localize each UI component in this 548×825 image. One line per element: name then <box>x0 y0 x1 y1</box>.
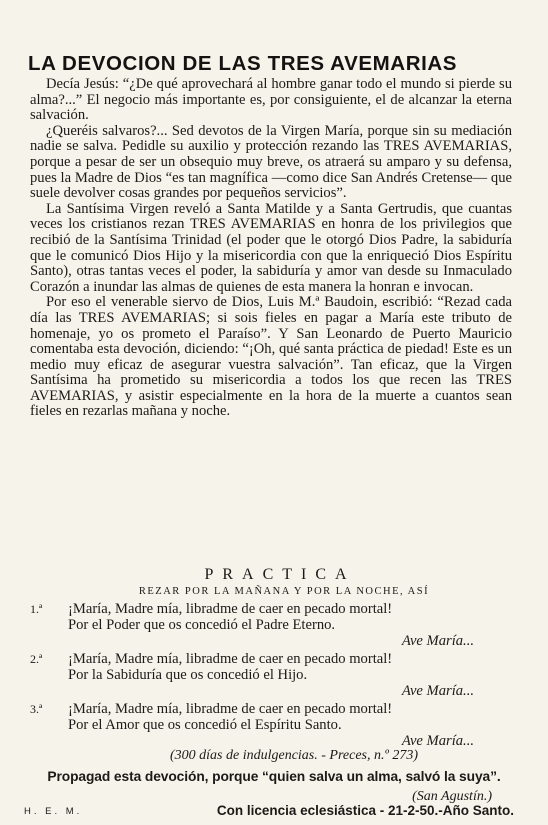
quote-author: (San Agustín.) <box>412 789 492 804</box>
prayer-item <box>30 701 510 749</box>
ave-maria: Ave María... <box>401 683 474 699</box>
prayer-number: 2.ª <box>30 652 43 666</box>
body-text <box>30 77 512 420</box>
ecclesiastical-license: Con licencia eclesiástica - 21-2-50.-Año Santo. <box>216 803 514 818</box>
prayer-line: ¡María, Madre mía, libradme de caer en pecado mortal! <box>68 701 393 717</box>
practica-subheading: REZAR POR LA MAÑANA Y POR LA NOCHE, ASÍ <box>138 586 430 597</box>
paragraph: La Santísima Virgen reveló a Santa Matilde y a Santa Gertrudis, que cuantas veces los cristianos rezan TRES AVEMARIAS en honra de los privilegios que recibió de la Santísima Trinidad (el poder que le otorgó Dios Padre, la sabiduría que le comunicó Dios Hijo y la misericordia con que la enriqueció Dios Espíritu Santo), otras tantas veces el poder, la sabiduría y amor van desde su Inmaculado Corazón a inundar las almas de quienes de esta manera la honran e invocan. <box>30 200 512 295</box>
prayer-line: ¡María, Madre mía, libradme de caer en pecado mortal! <box>68 601 393 617</box>
practica-heading: PRACTICA <box>204 566 356 583</box>
prayer-line: ¡María, Madre mía, libradme de caer en pecado mortal! <box>68 651 393 667</box>
prayer-line: Por el Amor que os concedió el Espíritu Santo. <box>68 717 342 733</box>
prayer-number: 3.ª <box>30 702 43 716</box>
prayer-line: Por el Poder que os concedió el Padre Eterno. <box>68 617 336 633</box>
prayer-line: Por la Sabiduría que os concedió el Hijo. <box>68 667 308 683</box>
paragraph: ¿Queréis salvaros?... Sed devotos de la Virgen María, porque sin su mediación nadie se salva. Pedidle su auxilio y protección rezando las TRES AVEMARIAS, porque a pesar de ser un obsequio muy breve, os atraerá su amparo y su defensa, pues la Madre de Dios “es tan magnífica —como dice San Andrés Cretense— que suele devolver cosas grandes por pequeños servicios”. <box>30 122 512 202</box>
ave-maria: Ave María... <box>401 733 474 749</box>
ave-maria: Ave María... <box>401 633 474 649</box>
paragraph: Por eso el venerable siervo de Dios, Luis M.ª Baudoin, escribió: “Rezad cada día las TRES AVEMARIAS; si sois fieles en pagar a María este tributo de homenaje, yo os prometo el Paraíso”. Y San Leonardo de Puerto Mauricio comentaba esta devoción, diciendo: “¡Oh, qué santa práctica de piedad! Este es un medio muy eficaz de asegurar vuestra salvación”. Tan eficaz, que la Virgen Santísima ha prometido su misericordia a todos los que recen las TRES AVEMARIAS, y asistir especialmente en la hora de la muerte a cuantos sean fieles en rezarlas mañana y noche. <box>30 294 512 420</box>
printer-initials: H. E. M. <box>24 806 83 817</box>
page-title: LA DEVOCION DE LAS TRES AVEMARIAS <box>28 52 458 75</box>
prayer-item <box>30 601 510 649</box>
paragraph: Decía Jesús: “¿De qué aprovechará al hombre ganar todo el mundo si pierde su alma?...” El negocio más importante es, por consiguiente, el de alcanzar la eterna salvación. <box>30 76 512 124</box>
indulgence-note: (300 días de indulgencias. - Preces, n.º 273) <box>170 748 418 763</box>
propagad-line: Propagad esta devoción, porque “quien salva un alma, salvó la suya”. <box>47 769 501 784</box>
prayer-number: 1.ª <box>30 602 43 616</box>
prayer-item <box>30 651 510 699</box>
